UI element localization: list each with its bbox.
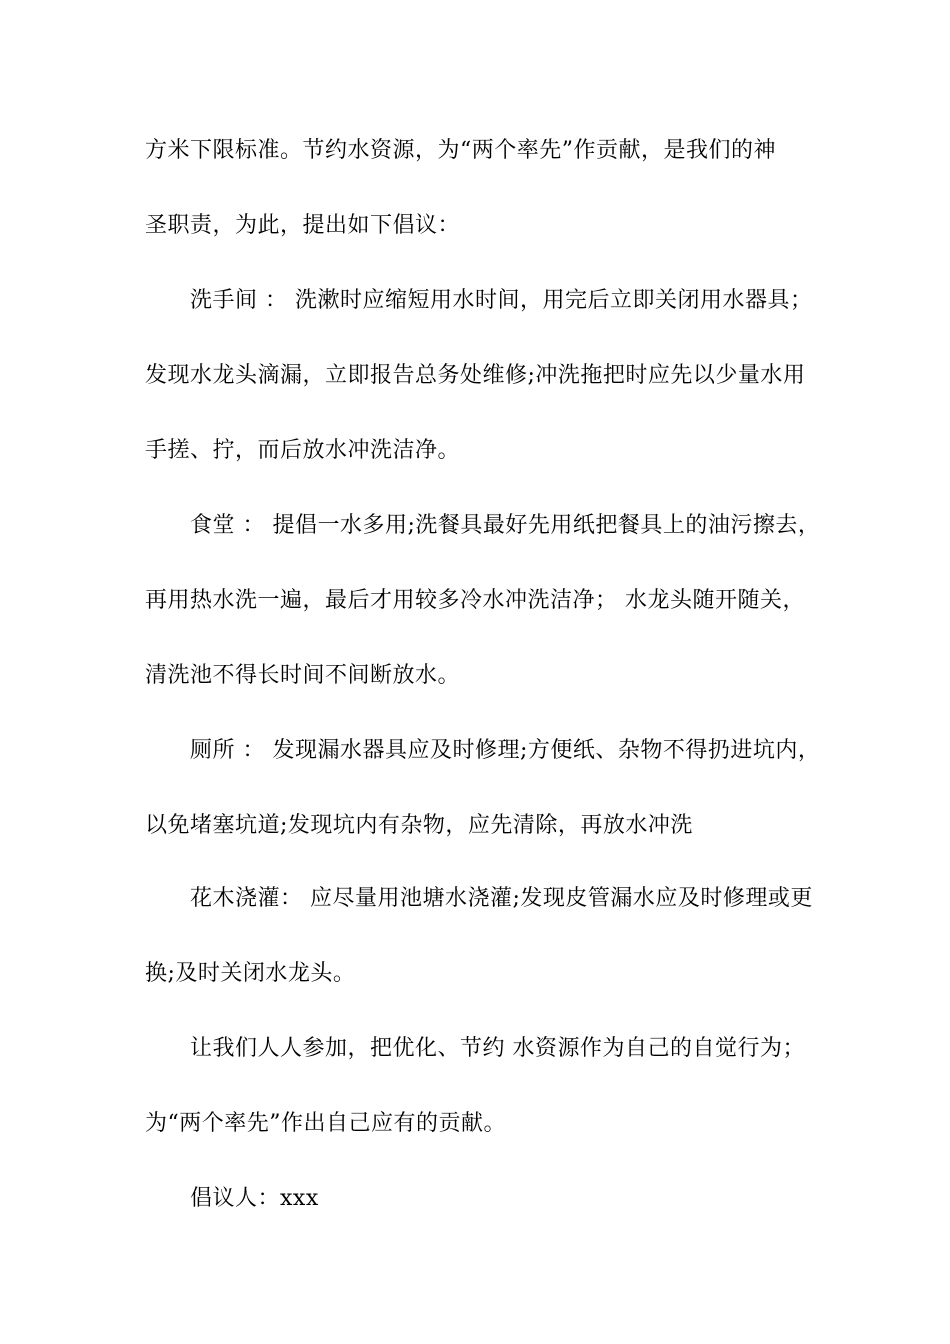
text-line: 发现水龙头滴漏，立即报告总务处维修;冲洗拖把时应先以少量水用 bbox=[145, 363, 806, 388]
text-line: 清洗池不得长时间不间断放水。 bbox=[145, 663, 461, 688]
text-line: 手搓、拧，而后放水冲洗洁净。 bbox=[145, 438, 461, 463]
paragraph-canteen: 食堂 ： 提倡一水多用;洗餐具最好先用纸把餐具上的油污擦去， bbox=[190, 513, 821, 538]
text-line: 再用热水洗一遍，最后才用较多冷水冲洗洁净； 水龙头随开随关， bbox=[145, 588, 805, 613]
paragraph-washroom: 洗手间 ： 洗漱时应缩短用水时间，用完后立即关闭用水器具； bbox=[190, 288, 813, 313]
text-line: 以免堵塞坑道;发现坑内有杂物，应先清除，再放水冲洗 bbox=[145, 813, 693, 838]
signature-line: 倡议人：xxx bbox=[190, 1186, 319, 1211]
paragraph-watering: 花木浇灌： 应尽量用池塘水浇灌;发现皮管漏水应及时修理或更 bbox=[190, 886, 813, 911]
paragraph-closing: 让我们人人参加，把优化、节约 水资源作为自己的自觉行为； bbox=[190, 1036, 805, 1061]
text-line: 方米下限标准。节约水资源，为“两个率先”作贡献，是我们的神 bbox=[145, 138, 776, 163]
text-line: 换;及时关闭水龙头。 bbox=[145, 961, 356, 986]
paragraph-toilet: 厕所 ： 发现漏水器具应及时修理;方便纸、杂物不得扔进坑内， bbox=[190, 738, 821, 763]
text-line: 圣职责，为此，提出如下倡议： bbox=[145, 213, 461, 238]
text-line: 为“两个率先”作出自己应有的贡献。 bbox=[145, 1111, 506, 1136]
